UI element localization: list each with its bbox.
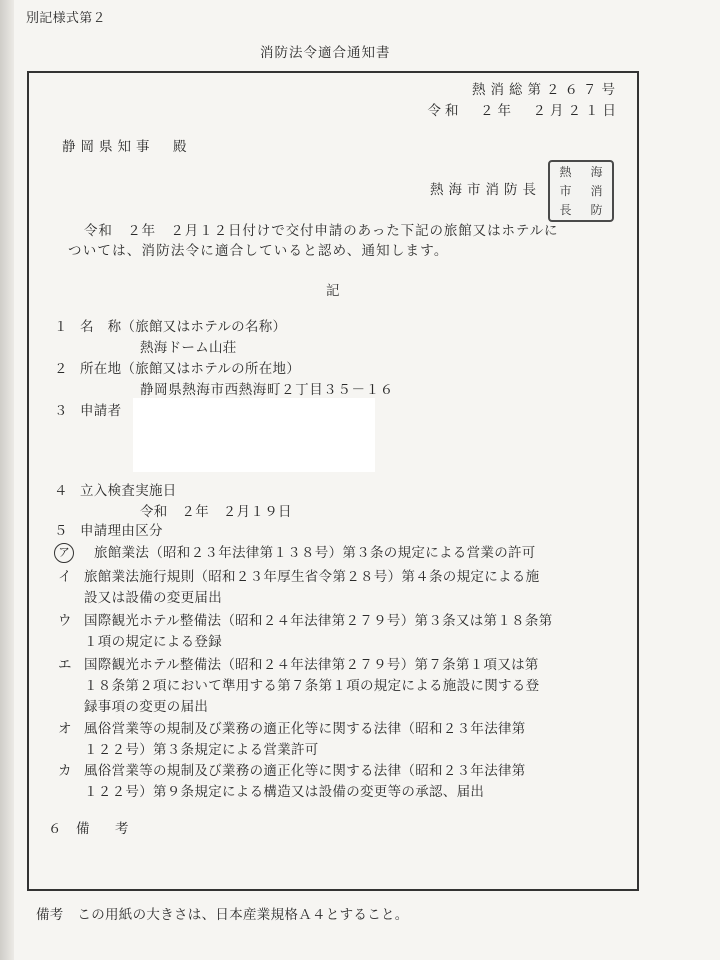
reason-ka-line-2: １２２号）第９条規定による構造又は設備の変更等の承認、届出 [84,784,485,800]
item-5-number: ５ [54,523,68,539]
document-number: 熱消総第２６７号 [472,82,620,98]
item-2-number: ２ [54,361,68,377]
item-4-number: ４ [54,483,68,499]
reason-o-mark: オ [58,721,72,737]
reason-i-line-1: 旅館業法施行規則（昭和２３年厚生省令第２８号）第４条の規定による施 [84,569,540,585]
item-1-number: １ [54,319,68,335]
reason-u-line-2: １項の規定による登録 [84,634,222,650]
document-title: 消防法令適合通知書 [260,45,391,61]
official-seal: 熱 海 市 消 長 防 [548,160,614,222]
item-6-label: 備 考 [76,821,135,837]
item-5-label: 申請理由区分 [80,523,163,539]
redacted-area [133,398,375,472]
reason-o-line-1: 風俗営業等の規制及び業務の適正化等に関する法律（昭和２３年法律第 [84,721,526,737]
item-4-value: 令和 ２年 ２月１９日 [140,504,292,520]
reason-ka-mark: カ [58,763,72,779]
sender: 熱海市消防長 [430,182,541,198]
ki-heading: 記 [326,283,340,299]
reason-u-mark: ウ [58,613,72,629]
reason-ka-line-1: 風俗営業等の規制及び業務の適正化等に関する法律（昭和２３年法律第 [84,763,526,779]
item-1-label: 名 称（旅館又はホテルの名称） [80,319,287,335]
reason-u-line-1: 国際観光ホテル整備法（昭和２４年法律第２７９号）第３条又は第１８条第 [84,613,553,629]
reason-e-line-1: 国際観光ホテル整備法（昭和２４年法律第２７９号）第７条第１項又は第 [84,657,539,673]
reason-o-line-2: １２２号）第３条規定による営業許可 [84,742,319,758]
reason-e-mark: エ [58,657,72,673]
item-4-label: 立入検査実施日 [80,483,177,499]
form-label: 別記様式第２ [26,11,106,26]
document-date: 令和 ２年 ２月２１日 [427,103,620,119]
body-line-2: ついては、消防法令に適合していると認め、通知します。 [68,243,449,259]
item-6-number: ６ [48,821,62,837]
reason-a-mark: ア [54,543,74,563]
reason-e-line-2: １８条第２項において準用する第７条第１項の規定による施設に関する登 [84,678,540,694]
addressee: 静岡県知事 殿 [62,139,192,155]
reason-a-line-1: 旅館業法（昭和２３年法律第１３８号）第３条の規定による営業の許可 [94,545,536,561]
item-2-label: 所在地（旅館又はホテルの所在地） [80,361,301,377]
item-3-label: 申請者 [80,403,122,419]
reason-i-line-2: 設又は設備の変更届出 [84,590,222,606]
item-1-value: 熱海ドーム山荘 [140,340,237,356]
scan-edge [0,0,14,960]
body-line-1: 令和 ２年 ２月１２日付けで交付申請のあった下記の旅館又はホテルに [84,223,559,239]
item-3-number: ３ [54,403,68,419]
footnote: 備考 この用紙の大きさは、日本産業規格Ａ４とすること。 [36,907,409,923]
reason-e-line-3: 録事項の変更の届出 [84,699,209,715]
reason-i-mark: イ [58,569,72,585]
item-2-value: 静岡県熱海市西熱海町２丁目３５－１６ [140,382,394,398]
